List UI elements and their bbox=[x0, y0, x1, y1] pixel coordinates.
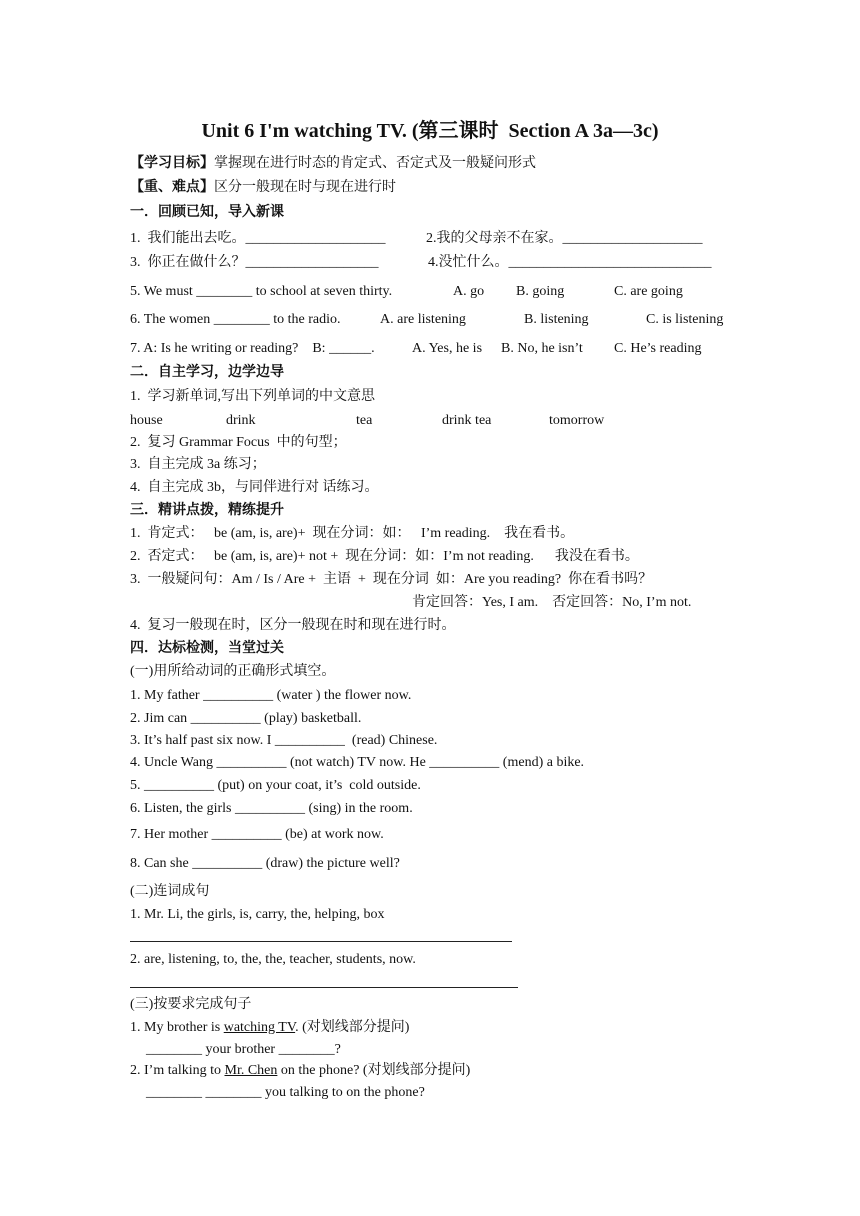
key-points-label: 【重、难点】 bbox=[130, 180, 214, 195]
part2-title: (二)连词成句 bbox=[130, 884, 210, 899]
q6-option-a: A. are listening bbox=[380, 312, 466, 327]
part3-question-2 bbox=[130, 1062, 470, 1080]
section2-heading: 二．自主学习，边学边导 bbox=[130, 365, 284, 380]
word-tomorrow: tomorrow bbox=[549, 413, 605, 428]
q2-underlined: Mr. Chen bbox=[224, 1063, 278, 1078]
part2-item-1: 1. Mr. Li, the girls, is, carry, the, helping, box bbox=[130, 907, 385, 922]
word-drink-tea: drink tea bbox=[442, 413, 492, 428]
s1-question-3: 3. 你正在做什么？___________________ bbox=[130, 255, 379, 270]
part1-item: 8. Can she __________ (draw) the picture well? bbox=[130, 856, 400, 871]
q6-option-c: C. is listening bbox=[646, 312, 724, 327]
s2-item-4: 4. 自主完成 3b，与同伴进行对 话练习。 bbox=[130, 480, 379, 495]
q7-option-c: C. He’s reading bbox=[614, 341, 702, 356]
learning-goals bbox=[130, 155, 536, 173]
q1-underlined: watching TV bbox=[223, 1020, 296, 1035]
part3-title: (三)按要求完成句子 bbox=[130, 997, 252, 1012]
q6-option-b: B. listening bbox=[524, 312, 589, 327]
q2-text-post: on the phone? (对划线部分提问) bbox=[277, 1063, 471, 1078]
q5-option-c: C. are going bbox=[614, 284, 683, 299]
q1-text-pre: 1. My brother is bbox=[130, 1020, 224, 1035]
part1-item: 3. It’s half past six now. I __________ (read) Chinese. bbox=[130, 733, 438, 748]
s1-question-4: 4.没忙什么。_____________________________ bbox=[428, 255, 712, 270]
part3-question-1 bbox=[130, 1019, 409, 1037]
word-drink: drink bbox=[226, 413, 256, 428]
part3-answer-1: ________ your brother ________? bbox=[146, 1042, 341, 1057]
part1-item: 1. My father __________ (water ) the flower now. bbox=[130, 688, 412, 703]
part3-answer-2: ________ ________ you talking to on the phone? bbox=[146, 1085, 425, 1100]
s2-item-3: 3. 自主完成 3a 练习； bbox=[130, 457, 266, 472]
answer-line bbox=[130, 941, 512, 942]
s1-question-7: 7. A: Is he writing or reading? B: ______. bbox=[130, 341, 375, 356]
part1-item: 2. Jim can __________ (play) basketball. bbox=[130, 711, 362, 726]
q5-option-b: B. going bbox=[516, 284, 565, 299]
section4-heading: 四．达标检测，当堂过关 bbox=[130, 641, 284, 656]
s3-item-3-answer: 肯定回答：Yes, I am. 否定回答：No, I’m not. bbox=[412, 595, 692, 610]
part1-title: (一)用所给动词的正确形式填空。 bbox=[130, 664, 336, 679]
part1-item: 5. __________ (put) on your coat, it’s cold outside. bbox=[130, 778, 421, 793]
part1-item: 7. Her mother __________ (be) at work now. bbox=[130, 827, 384, 842]
q2-text-pre: 2. I’m talking to bbox=[130, 1063, 225, 1078]
part2-item-2: 2. are, listening, to, the, the, teacher, students, now. bbox=[130, 952, 416, 967]
q7-option-b: B. No, he isn’t bbox=[501, 341, 583, 356]
key-points-text: 区分一般现在时与现在进行时 bbox=[214, 180, 396, 195]
section1-heading: 一．回顾已知，导入新课 bbox=[130, 205, 284, 220]
word-house: house bbox=[130, 413, 163, 428]
goals-text: 掌握现在进行时态的肯定式、否定式及一般疑问形式 bbox=[214, 156, 536, 171]
goals-label: 【学习目标】 bbox=[130, 156, 214, 171]
part1-item: 6. Listen, the girls __________ (sing) in the room. bbox=[130, 801, 413, 816]
answer-line bbox=[130, 987, 518, 988]
s3-item-4: 4. 复习一般现在时，区分一般现在时和现在进行时。 bbox=[130, 618, 456, 633]
key-points bbox=[130, 179, 396, 197]
q1-text-post: . (对划线部分提问) bbox=[295, 1020, 410, 1035]
s1-question-5: 5. We must ________ to school at seven thirty. bbox=[130, 284, 393, 299]
s3-item-2: 2. 否定式： be (am, is, are)+ not + 现在分词：如：I’m not reading. 我没在看书。 bbox=[130, 549, 639, 564]
q7-option-a: A. Yes, he is bbox=[412, 341, 483, 356]
s2-item-1: 1. 学习新单词,写出下列单词的中文意思 bbox=[130, 389, 375, 404]
page-title: Unit 6 I'm watching TV. (第三课时 Section A 3a—3c) bbox=[201, 120, 659, 142]
s3-item-3: 3. 一般疑问句：Am / Is / Are + 主语 + 现在分词 如：Are you reading? 你在看书吗？ bbox=[130, 572, 653, 587]
s1-question-6: 6. The women ________ to the radio. bbox=[130, 312, 341, 327]
s1-question-1: 1. 我们能出去吃。____________________ bbox=[130, 231, 386, 246]
s2-item-2: 2. 复习 Grammar Focus 中的句型； bbox=[130, 435, 347, 450]
s3-item-1: 1. 肯定式： be (am, is, are)+ 现在分词：如： I’m reading. 我在看书。 bbox=[130, 526, 575, 541]
s1-question-2: 2.我的父母亲不在家。____________________ bbox=[426, 231, 703, 246]
word-tea: tea bbox=[356, 413, 373, 428]
q5-option-a: A. go bbox=[453, 284, 485, 299]
section3-heading: 三．精讲点拨，精练提升 bbox=[130, 503, 284, 518]
part1-item: 4. Uncle Wang __________ (not watch) TV now. He __________ (mend) a bike. bbox=[130, 755, 585, 770]
